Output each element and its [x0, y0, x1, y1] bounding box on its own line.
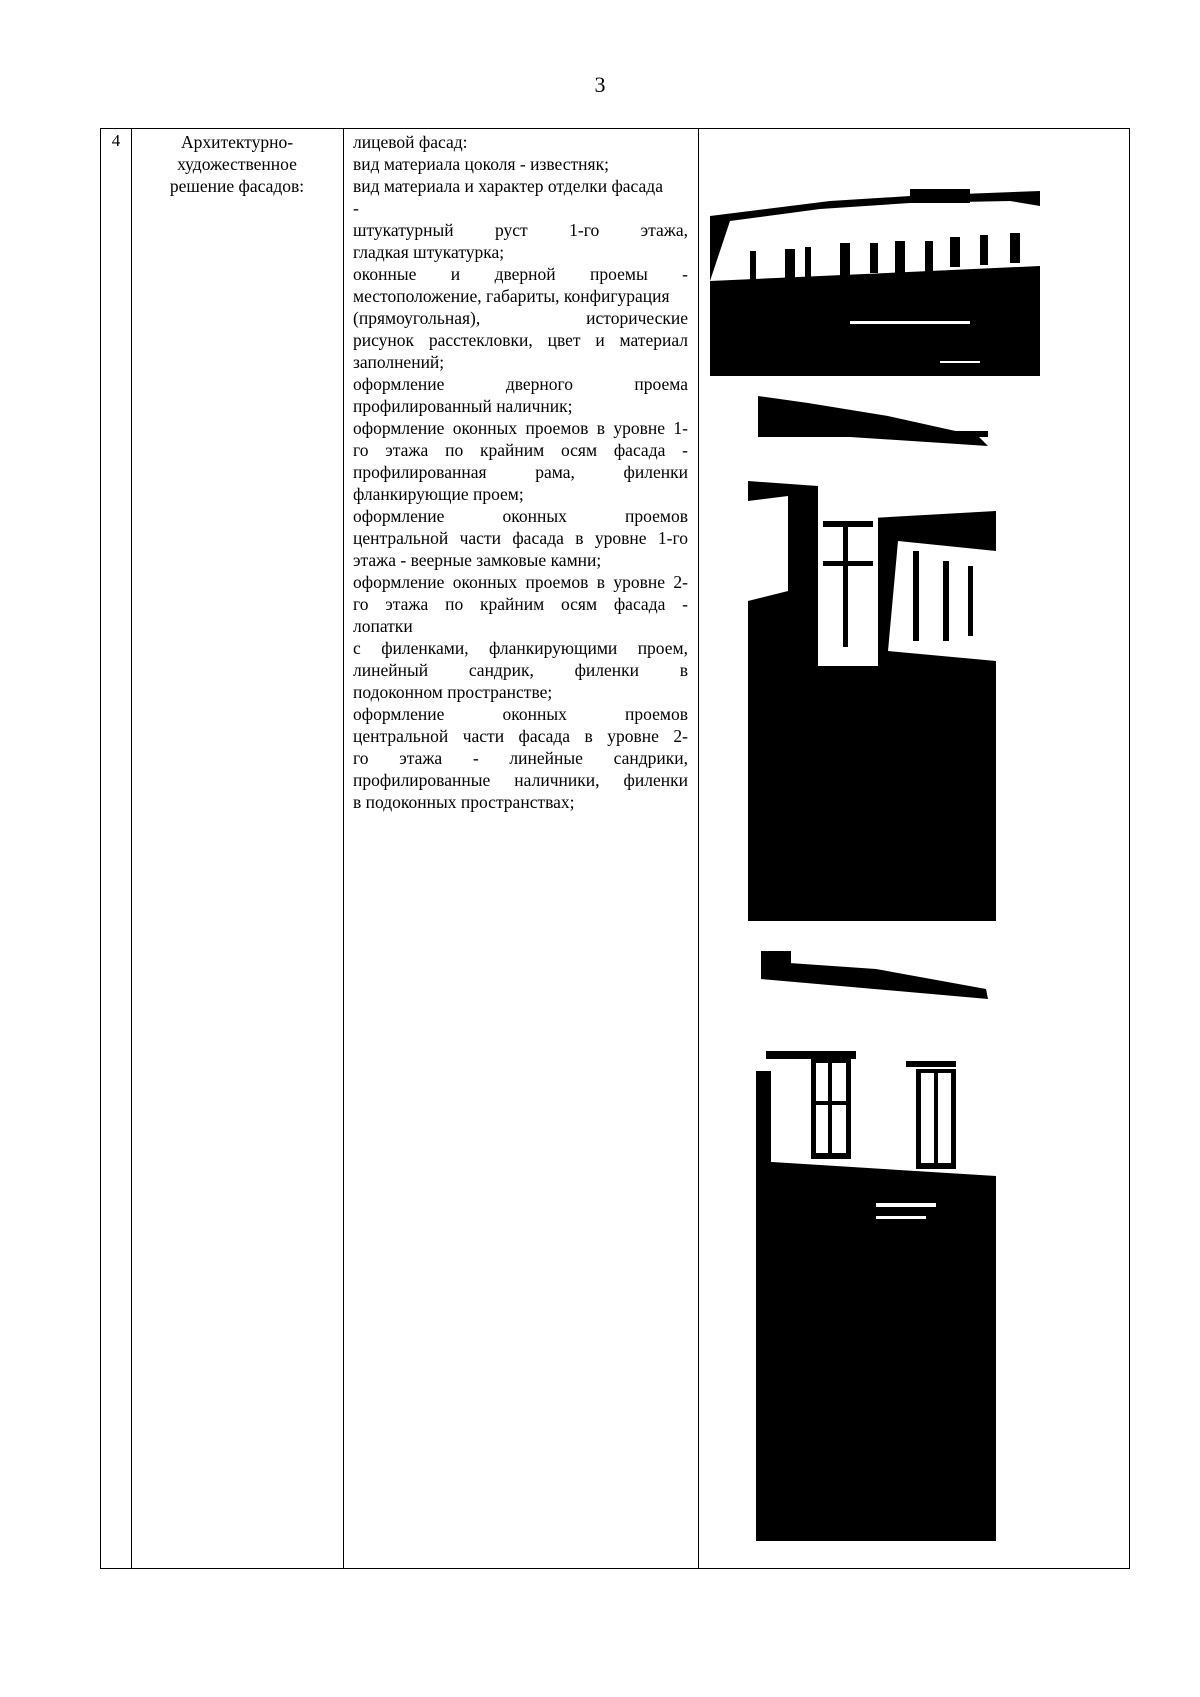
- description-line: центральной части фасада в уровне 1-го: [353, 528, 688, 548]
- description-line: в подоконных пространствах;: [353, 792, 575, 812]
- row-description: [353, 131, 688, 813]
- description-line: оформление оконных проемов в уровне 2-: [353, 572, 688, 592]
- facade-photo: [710, 171, 1040, 376]
- row-title-line: художественное: [177, 154, 297, 174]
- description-line: -: [353, 198, 359, 218]
- description-line: оформление дверного проема: [353, 374, 688, 394]
- description-line: го этажа - линейные сандрики,: [353, 748, 688, 768]
- description-line: (прямоугольная), исторические: [353, 308, 688, 328]
- description-line: линейный сандрик, филенки в: [353, 660, 688, 680]
- description-line: местоположение, габариты, конфигурация: [353, 286, 670, 306]
- page-number: 3: [594, 72, 606, 97]
- description-line: лицевой фасад:: [353, 132, 468, 152]
- row-title-line: решение фасадов:: [169, 176, 305, 196]
- description-line: профилированная рама, филенки: [353, 462, 688, 482]
- description-line: центральной части фасада в уровне 2-: [353, 726, 688, 746]
- description-line: с филенками, фланкирующими проем,: [353, 638, 688, 658]
- object-table: [100, 128, 1130, 1569]
- description-line: заполнений;: [353, 352, 445, 372]
- column-divider: [131, 129, 132, 1568]
- description-line: лопатки: [353, 616, 413, 636]
- window-detail-photo: [748, 391, 996, 921]
- description-line: подоконном пространстве;: [353, 682, 553, 702]
- description-line: вид материала и характер отделки фасада: [353, 176, 663, 196]
- description-line: вид материала цоколя - известняк;: [353, 154, 609, 174]
- column-divider: [343, 129, 344, 1568]
- description-line: оформление оконных проемов: [353, 506, 688, 526]
- row-title: [133, 131, 341, 197]
- description-line: этажа - веерные замковые камни;: [353, 550, 602, 570]
- description-line: фланкирующие проем;: [353, 484, 524, 504]
- description-line: гладкая штукатурка;: [353, 242, 505, 262]
- description-line: штукатурный руст 1-го этажа,: [353, 220, 688, 240]
- description-line: оформление оконных проемов: [353, 704, 688, 724]
- description-line: профилированный наличник;: [353, 396, 573, 416]
- description-line: профилированные наличники, филенки: [353, 770, 688, 790]
- window-detail-photo: [756, 941, 996, 1541]
- row-title-line: Архитектурно-: [180, 132, 294, 152]
- description-line: рисунок расстекловки, цвет и материал: [353, 330, 688, 350]
- row-index: 4: [111, 131, 121, 150]
- description-line: го этажа по крайним осям фасада -: [353, 440, 688, 460]
- column-divider: [698, 129, 699, 1568]
- description-line: оформление оконных проемов в уровне 1-: [353, 418, 688, 438]
- description-line: оконные и дверной проемы -: [353, 264, 688, 284]
- description-line: го этажа по крайним осям фасада -: [353, 594, 688, 614]
